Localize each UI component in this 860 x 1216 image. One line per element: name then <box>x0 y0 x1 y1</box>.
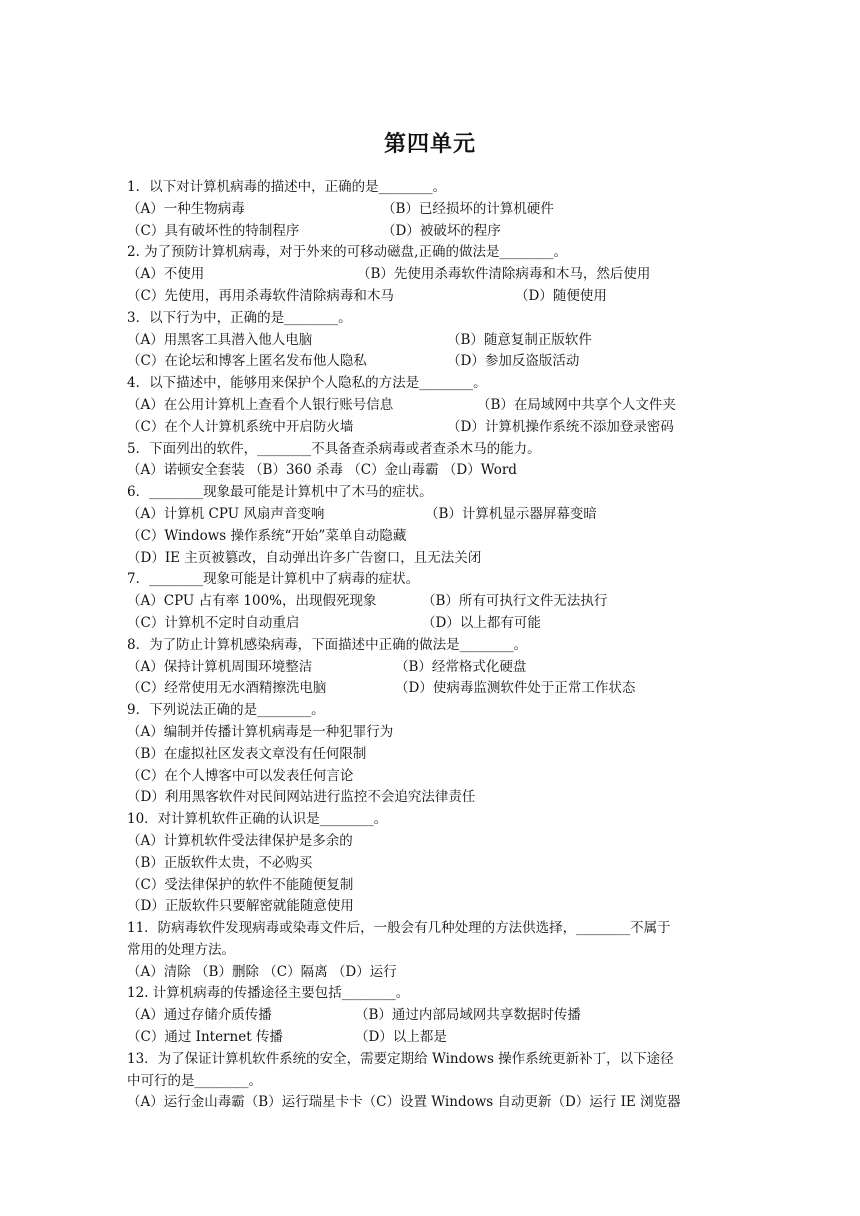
option-item: （B）经常格式化硬盘 <box>395 658 527 675</box>
option-item: （A）用黑客工具潜入他人电脑 <box>127 331 313 348</box>
text-line: 11．防病毒软件发现病毒或染毒文件后，一般会有几种处理的方法供选择，________不属于 <box>127 920 671 937</box>
option-row <box>127 504 737 526</box>
text-line: 1．以下对计算机病毒的描述中，正确的是________。 <box>127 179 447 195</box>
text-line: （D）IE 主页被篡改，自动弹出许多广告窗口，且无法关闭 <box>127 549 482 566</box>
text-line: 7．________现象可能是计算机中了病毒的症状。 <box>127 571 420 588</box>
option-item: （A）计算机 CPU 风扇声音变响 <box>127 505 325 522</box>
text-line: （A）清除 （B）删除 （C）隔离 （D）运行 <box>127 963 397 980</box>
option-item: （A）不使用 <box>127 266 205 283</box>
option-row <box>127 1027 737 1049</box>
text-line: 4．以下描述中，能够用来保护个人隐私的方法是________。 <box>127 375 487 392</box>
option-row <box>127 330 737 352</box>
text-line: （A）计算机软件受法律保护是多余的 <box>127 832 353 849</box>
option-item: （B）计算机显示器屏幕变暗 <box>425 505 597 522</box>
text-line: 中可行的是________。 <box>127 1072 262 1089</box>
option-row <box>127 221 737 243</box>
option-item: （B）随意复制正版软件 <box>447 331 592 348</box>
option-row <box>127 417 737 439</box>
text-line: （B）在虚拟社区发表文章没有任何限制 <box>127 745 367 762</box>
option-row <box>127 1005 737 1027</box>
option-item: （C）先使用，再用杀毒软件清除病毒和木马 <box>127 287 394 304</box>
option-item: （C）具有破坏性的特制程序 <box>127 222 300 239</box>
text-line: 常用的处理方法。 <box>127 941 235 958</box>
option-item: （A）保持计算机周围环境整洁 <box>127 658 313 675</box>
text-line: （C）受法律保护的软件不能随便复制 <box>127 876 354 893</box>
text-line: 12. 计算机病毒的传播途径主要包括________。 <box>127 985 410 1002</box>
option-item: （D）参加反盗版活动 <box>447 353 580 370</box>
text-line: 5．下面列出的软件，________不具备查杀病毒或者查杀木马的能力。 <box>127 440 541 457</box>
text-line: 8．为了防止计算机感染病毒，下面描述中正确的做法是________。 <box>127 636 528 653</box>
text-line: （A）编制并传播计算机病毒是一种犯罪行为 <box>127 723 394 740</box>
option-item: （B）先使用杀毒软件清除病毒和木马，然后使用 <box>357 266 651 283</box>
option-item: （A）通过存储介质传播 <box>127 1007 272 1024</box>
text-line: （A）运行金山毒霸（B）运行瑞星卡卡（C）设置 Windows 自动更新（D）运行 IE 浏览器 <box>127 1094 681 1111</box>
option-item: （C）计算机不定时自动重启 <box>127 614 300 631</box>
option-item: （D）计算机操作系统不添加登录密码 <box>447 418 674 435</box>
option-item: （A）CPU 占有率 100%，出现假死现象 <box>127 593 377 610</box>
option-item: （A）在公用计算机上查看个人银行账号信息 <box>127 396 394 413</box>
option-row <box>127 657 737 679</box>
option-item: （B）已经损坏的计算机硬件 <box>382 200 554 217</box>
option-item: （C）经常使用无水酒精擦洗电脑 <box>127 680 327 697</box>
option-item: （B）通过内部局域网共享数据时传播 <box>355 1007 581 1024</box>
option-item: （D）随便使用 <box>515 287 607 304</box>
text-line: （D）正版软件只要解密就能随意使用 <box>127 898 354 915</box>
option-item: （D）使病毒监测软件处于正常工作状态 <box>395 680 636 697</box>
option-item: （C）在论坛和博客上匿名发布他人隐私 <box>127 353 367 370</box>
text-line: 10．对计算机软件正确的认识是________。 <box>127 811 388 828</box>
text-line: （B）正版软件太贵，不必购买 <box>127 854 313 871</box>
option-row <box>127 264 737 286</box>
option-item: （A）一种生物病毒 <box>127 200 245 217</box>
text-line: （C）在个人博客中可以发表任何言论 <box>127 767 354 784</box>
option-row <box>127 591 737 613</box>
question-list <box>127 177 737 1114</box>
option-row <box>127 199 737 221</box>
option-item: （D）以上都是 <box>355 1029 447 1046</box>
page-title: 第四单元 <box>383 131 476 157</box>
text-line: 2. 为了预防计算机病毒，对于外来的可移动磁盘,正确的做法是________。 <box>127 244 567 261</box>
option-item: （C）通过 Internet 传播 <box>127 1029 283 1046</box>
option-item: （B）在局域网中共享个人文件夹 <box>477 396 676 413</box>
option-item: （D）被破坏的程序 <box>382 222 501 239</box>
text-line: （A）诺顿安全套装 （B）360 杀毒 （C）金山毒霸 （D）Word <box>127 462 517 479</box>
option-row <box>127 351 737 373</box>
option-item: （B）所有可执行文件无法执行 <box>422 593 608 610</box>
option-row <box>127 613 737 635</box>
text-line: （C）Windows 操作系统“开始”菜单自动隐藏 <box>127 527 407 544</box>
option-row <box>127 286 737 308</box>
option-item: （C）在个人计算机系统中开启防火墙 <box>127 418 354 435</box>
option-row <box>127 395 737 417</box>
text-line: 9．下列说法正确的是________。 <box>127 702 325 719</box>
option-row <box>127 678 737 700</box>
text-line: 13．为了保证计算机软件系统的安全，需要定期给 Windows 操作系统更新补丁，以下途径 <box>127 1050 674 1067</box>
text-line: （D）利用黑客软件对民间网站进行监控不会追究法律责任 <box>127 789 476 806</box>
text-line: 6．________现象最可能是计算机中了木马的症状。 <box>127 484 433 501</box>
option-item: （D）以上都有可能 <box>422 614 541 631</box>
text-line: 3．以下行为中，正确的是________。 <box>127 309 352 326</box>
